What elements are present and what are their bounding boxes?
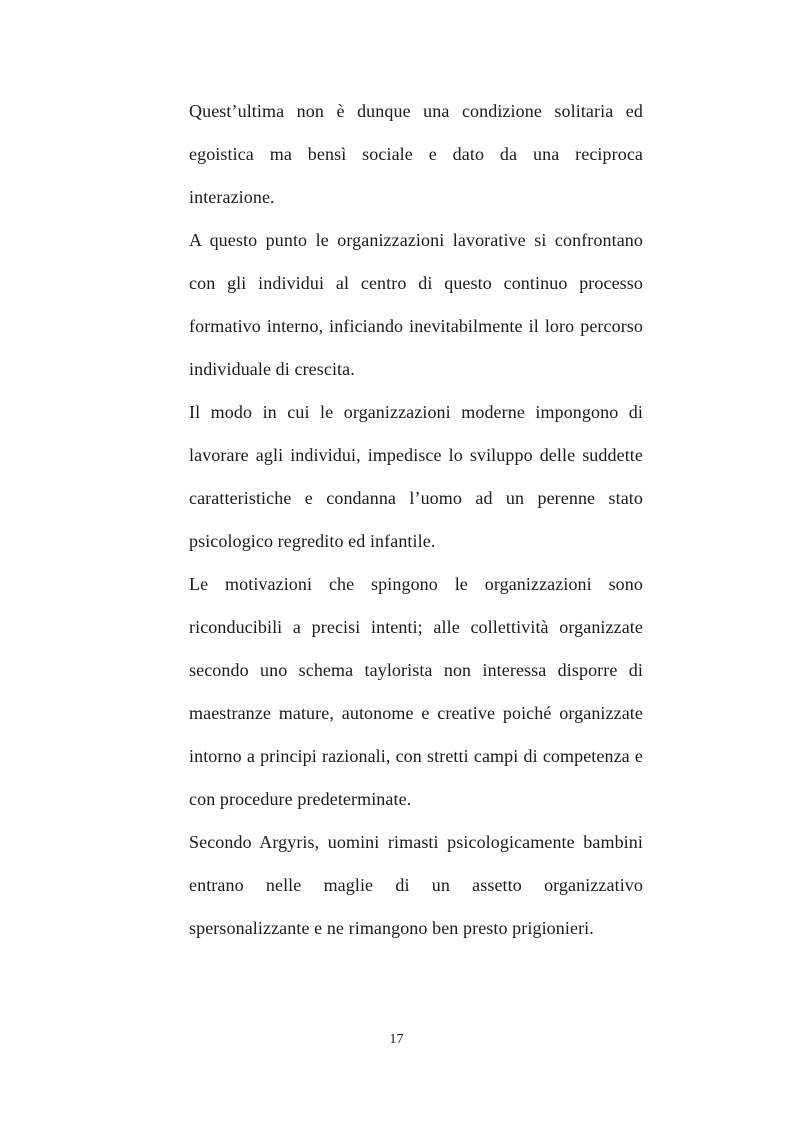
paragraph-1: Quest’ultima non è dunque una condizione solitaria ed egoistica ma bensì sociale e dato da una reciproca interazione. bbox=[189, 101, 643, 207]
paragraph-5: Secondo Argyris, uomini rimasti psicologicamente bambini entrano nelle maglie di un assetto organizzativo spersonalizzante e ne rimangono ben presto prigionieri. bbox=[189, 832, 643, 938]
paragraph-3: Il modo in cui le organizzazioni moderne impongono di lavorare agli individui, impedisce lo sviluppo delle suddette caratteristiche e condanna l’uomo ad un perenne stato psicologico regredito ed infantile. bbox=[189, 402, 643, 551]
paragraph-4: Le motivazioni che spingono le organizzazioni sono riconducibili a precisi intenti; alle collettività organizzate secondo uno schema taylorista non interessa disporre di maestranze mature, autonome e creative poiché organizzate intorno a principi razionali, con stretti campi di competenza e con procedure predeterminate. bbox=[189, 574, 643, 809]
paragraph-2: A questo punto le organizzazioni lavorative si confrontano con gli individui al centro di questo continuo processo formativo interno, inficiando inevitabilmente il loro percorso individuale di crescita. bbox=[189, 230, 643, 379]
page-number: 17 bbox=[389, 1032, 404, 1047]
body-text bbox=[189, 90, 643, 950]
